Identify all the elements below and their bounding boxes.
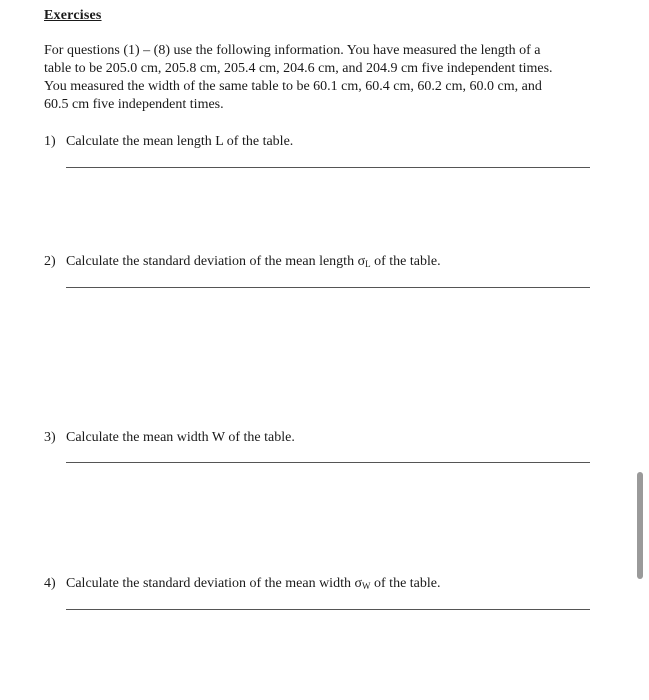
intro-line: 60.5 cm five independent times.: [44, 97, 224, 112]
question-1: [44, 134, 293, 150]
question-text-end: of the table.: [370, 576, 441, 591]
question-number: 1): [44, 134, 56, 149]
page-title: Exercises: [44, 8, 102, 23]
answer-line-3: [66, 462, 590, 463]
answer-line-1: [66, 167, 590, 168]
intro-line: table to be 205.0 cm, 205.8 cm, 205.4 cm, 204.6 cm, and 204.9 cm five independent times.: [44, 61, 553, 76]
question-text-end: of the table.: [370, 254, 441, 269]
question-number: 4): [44, 576, 56, 591]
question-3: [44, 430, 295, 446]
question-text: Calculate the mean width W of the table.: [66, 430, 295, 445]
answer-line-2: [66, 287, 590, 288]
answer-line-4: [66, 609, 590, 610]
intro-paragraph: [44, 42, 584, 114]
question-text: Calculate the standard deviation of the mean width: [66, 576, 355, 591]
sigma-subscript: L: [365, 259, 371, 269]
sigma-subscript: W: [362, 581, 371, 591]
question-2: [44, 254, 441, 270]
question-text: Calculate the mean length L of the table.: [66, 134, 294, 149]
vertical-scrollbar-thumb[interactable]: [637, 472, 643, 579]
intro-line: For questions (1) – (8) use the following information. You have measured the length of a: [44, 43, 541, 58]
sigma-symbol: σ: [357, 254, 366, 269]
question-text: Calculate the standard deviation of the mean length: [66, 254, 358, 269]
question-4: [44, 576, 441, 592]
question-number: 2): [44, 254, 56, 269]
sigma-symbol: σ: [354, 576, 363, 591]
intro-line: You measured the width of the same table to be 60.1 cm, 60.4 cm, 60.2 cm, 60.0 cm, and: [44, 79, 542, 94]
question-number: 3): [44, 430, 56, 445]
